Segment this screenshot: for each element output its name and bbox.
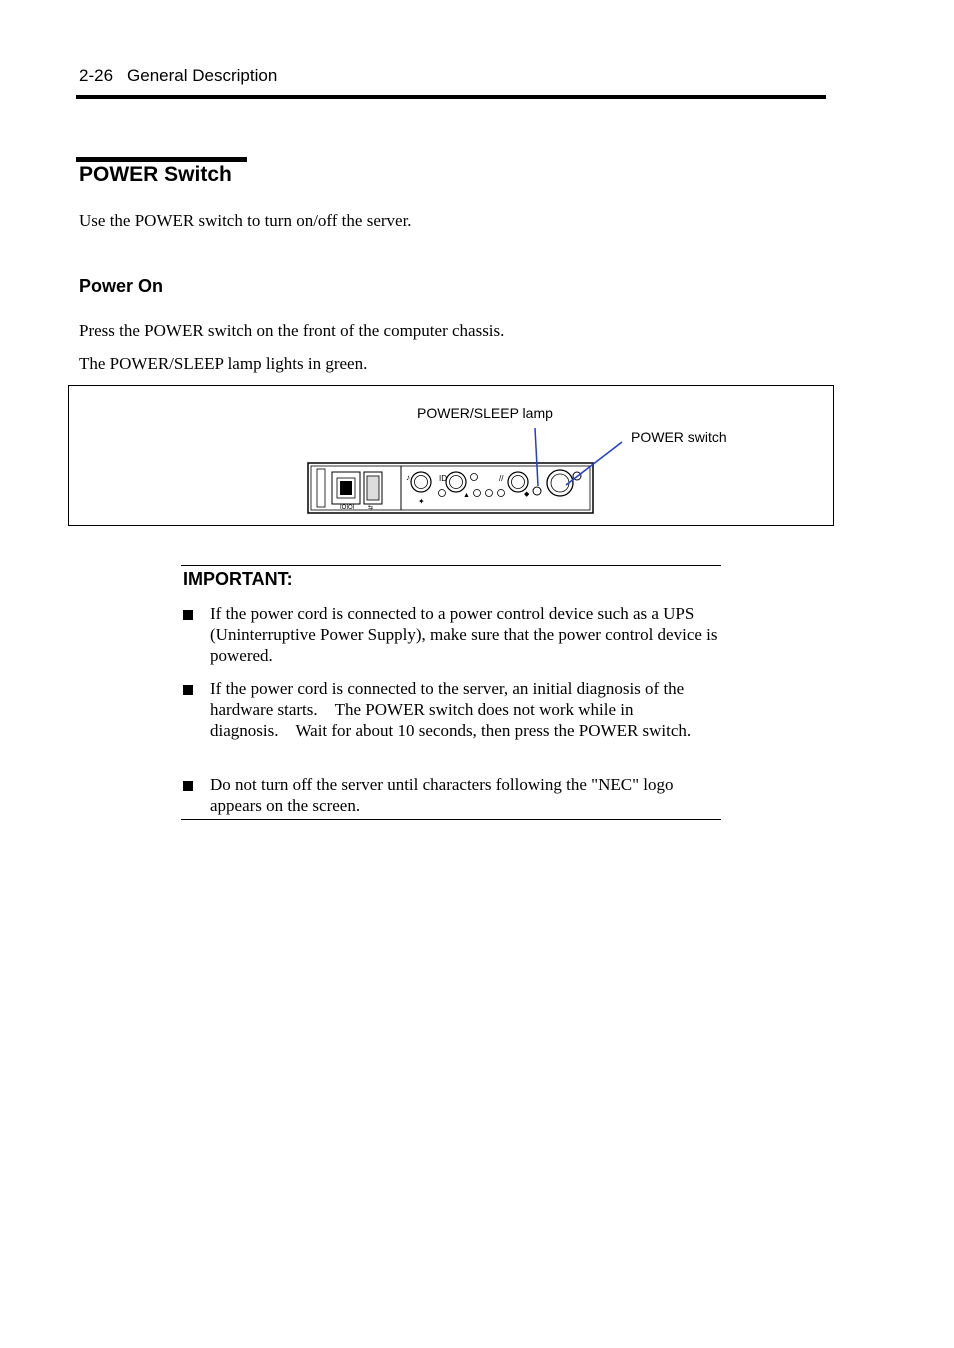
- bullet-square-icon: [183, 610, 193, 620]
- front-panel-figure: [68, 385, 834, 526]
- subsection-title: Power On: [79, 276, 164, 296]
- svg-text:✦: ✦: [418, 497, 425, 506]
- important-item-3: Do not turn off the server until characters following the "NEC" logo appears on the screen.: [210, 775, 674, 815]
- important-box: [181, 565, 721, 820]
- callout-power-sleep-lamp: POWER/SLEEP lamp: [417, 405, 553, 421]
- page-number: 2-26: [79, 66, 114, 85]
- important-item-2: If the power cord is connected to the server, an initial diagnosis of the hardware starts. The POWER switch does not work while in diagnosis. Wait for about 10 seconds, then press the POWER switch.: [210, 679, 692, 740]
- svg-text:IOIOI: IOIOI: [340, 505, 355, 511]
- important-item-1: If the power cord is connected to a power control device such as a UPS (Uninterruptive Power Supply), make sure that the power control device is powered.: [210, 604, 718, 665]
- svg-text://: //: [499, 474, 504, 483]
- power-on-step-2: The POWER/SLEEP lamp lights in green.: [79, 354, 368, 373]
- section-title-bar: [76, 157, 247, 162]
- callout-power-switch: POWER switch: [631, 429, 727, 445]
- bullet-square-icon: [183, 685, 193, 695]
- bullet-square-icon: [183, 781, 193, 791]
- section-title: POWER Switch: [79, 163, 232, 186]
- running-header: [79, 66, 277, 86]
- important-title: IMPORTANT:: [183, 569, 293, 589]
- svg-text:◆: ◆: [524, 491, 530, 498]
- chapter-title: General Description: [127, 66, 278, 85]
- svg-text:▲: ▲: [463, 492, 470, 499]
- section-intro: Use the POWER switch to turn on/off the server.: [79, 211, 412, 230]
- svg-text:♪: ♪: [406, 473, 410, 482]
- svg-text:⇆: ⇆: [368, 505, 374, 511]
- power-on-step-1: Press the POWER switch on the front of the computer chassis.: [79, 321, 505, 340]
- header-rule: [76, 95, 826, 99]
- svg-text:ID: ID: [439, 474, 447, 483]
